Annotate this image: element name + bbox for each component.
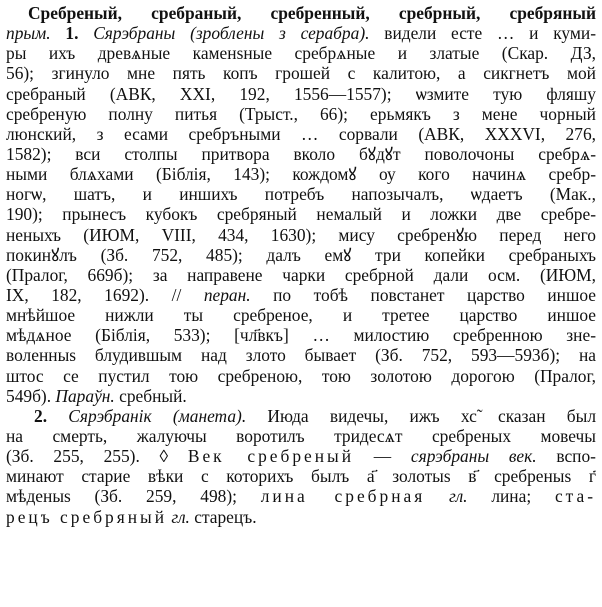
entry-line (6, 285, 596, 305)
entry-text: покинꙋлъ (Зб. 752, 485); далъ емꙋ три копейки сребраныхъ (6, 244, 596, 265)
entry-line (6, 84, 596, 104)
entry-text: 1582); вси столпы притвора вколо бꙋдꙋт поволочоны сребрѧ- (6, 143, 596, 164)
entry-text: по тобѣ повстанет царство иншое (250, 284, 596, 305)
entry-text: видели есте … и куми- (369, 23, 596, 44)
entry-text: сребный. (114, 385, 187, 406)
entry-text: (Зб. 255, 255). ◊ (6, 446, 188, 467)
figurative-label: перан. (203, 284, 251, 305)
entry-line (6, 23, 596, 43)
entry-text: ногѡ, шатъ, и иншихъ потребъ напозычалъ, ѡдаетъ (Мак., (6, 184, 596, 205)
entry-text: 190); прынесъ кубокъ сребряный немалый и ложки две сребре- (6, 204, 596, 225)
entry-text: ры ихъ древѧные каменѕные сребрѧные и златые (Скар. ДЗ, (6, 43, 596, 64)
entry-text: 549б). (6, 385, 56, 406)
entry-line (6, 124, 596, 144)
entry-line (6, 225, 596, 245)
entry-line (6, 366, 596, 386)
entry-line (6, 446, 596, 466)
sense-gloss: Сярэбраны (зроблены з серабра). (93, 23, 370, 44)
entry-line (6, 507, 596, 527)
entry-text: люнский, з есами сребръными … сорвали (АВК, XXXVI, 276, (6, 123, 596, 144)
entry-text: IX, 182, 1692). // (6, 284, 204, 305)
entry-line (6, 63, 596, 83)
entry-text: мѣденыѕ (Зб. 259, 498); (6, 486, 261, 507)
compare-label: Параўн. (55, 385, 115, 406)
entry-text: сребраный (АВК, XXI, 192, 1556—1557); ѡзмите тую фляшу (6, 83, 596, 104)
entry-line (6, 245, 596, 265)
entry-line (6, 265, 596, 285)
phrase-gloss: сярэбраны век. (410, 446, 537, 467)
part-of-speech: прым. (6, 23, 51, 44)
entry-text: вспо- (536, 446, 596, 467)
entry-line (6, 406, 596, 426)
entry-line (6, 325, 596, 345)
entry-line (6, 486, 596, 506)
sense-number: 1. (65, 23, 79, 44)
entry-text: неныхъ (ИЮМ, VIII, 434, 1630); мису сребренꙋю перед него (6, 224, 596, 245)
entry-text: воленныѕ блудившым над злото бывает (Зб. 752, 593—593б); на (6, 345, 596, 366)
entry-text: — (354, 446, 411, 467)
entry-headword: Сребреный, сребраный, сребренный, сребрный, сребряный (28, 3, 596, 23)
phrase-headword: Век сребреный (187, 446, 355, 467)
entry-line (6, 426, 596, 446)
entry-text: лина; (467, 486, 555, 507)
entry-line (6, 184, 596, 204)
entry-text: мнѣйшое нижли ты сребреное, и третее царство иншое (6, 305, 596, 326)
entry-line (6, 204, 596, 224)
entry-line (6, 144, 596, 164)
phrase-headword: рецъ сребряный (6, 506, 168, 527)
entry-text: минают старие вѣки с которихъ былъ а҃ золотыѕ в҃ сребреныѕ г҃ (6, 466, 596, 487)
entry-line (6, 104, 596, 124)
phrase-headword: ста- (554, 486, 596, 507)
entry-text: штос се пустил тою сребреною, тою золотою дорогою (Пралог, (6, 365, 596, 386)
entry-line (6, 43, 596, 63)
entry-text: старецъ. (189, 506, 257, 527)
entry-line (6, 305, 596, 325)
cross-ref-label: гл. (167, 506, 190, 527)
entry-text: Июда видечы, ижъ хс̃ сказан был (246, 405, 596, 426)
entry-text: сребреную полну питья (Трыст., 66); ерьмякъ з мене чорный (6, 103, 596, 124)
entry-text: на смерть, жалуючы воротилъ тридесѧт сребреных мовечы (6, 425, 596, 446)
cross-ref-label: гл. (425, 486, 468, 507)
entry-line (6, 466, 596, 486)
entry-line (6, 386, 596, 406)
entry-headword-line (6, 3, 596, 23)
sense-number: 2. (34, 405, 48, 426)
sense-gloss: Сярэбранік (манета). (68, 405, 247, 426)
entry-text: (Пралог, 669б); за направене чарки сребрной дали осм. (ИЮМ, (6, 264, 596, 285)
phrase-headword: лина сребрная (260, 486, 426, 507)
entry-text: мѣдѧное (Біблія, 533); [чл҃вкъ] … милостию сребренною зне- (6, 325, 596, 346)
entry-text: ными блѧхами (Біблія, 143); кождомꙋ оу кого начинѧ сребр- (6, 164, 596, 185)
entry-line (6, 345, 596, 365)
entry-line (6, 164, 596, 184)
entry-text: 56); згинуло мне пять копъ грошей с калитою, а сикгнетъ мой (6, 63, 596, 84)
